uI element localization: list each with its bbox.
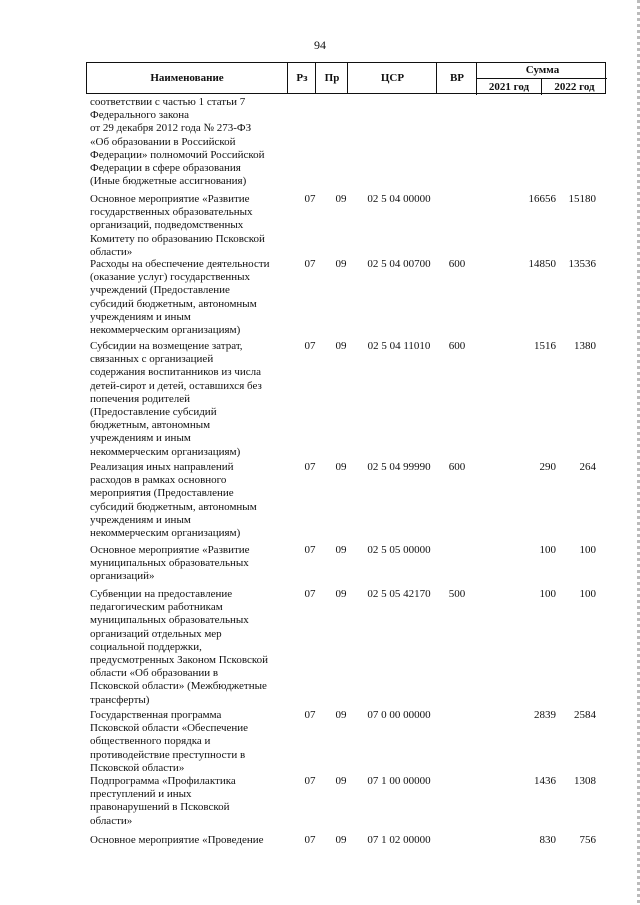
row-sum-2022: 13536 [568, 258, 596, 270]
row-sum-2021: 16656 [528, 193, 556, 205]
row-pr: 09 [335, 834, 347, 846]
row-rz: 07 [304, 461, 316, 473]
header-vr: ВР [436, 63, 477, 93]
row-rz: 07 [304, 834, 316, 846]
row-name: Подпрограмма «Профилактика преступлений и иных правонарушений в Псковской области» [90, 775, 236, 827]
row-pr: 09 [335, 461, 347, 473]
row-csr: 02 5 04 99990 [367, 461, 431, 473]
header-rz: Рз [287, 63, 316, 93]
row-rz: 07 [304, 775, 316, 787]
row-sum-2022: 15180 [568, 193, 596, 205]
row-sum-2022: 264 [579, 461, 596, 473]
row-vr: 600 [448, 461, 466, 473]
row-name: Расходы на обеспечение деятельности (оказание услуг) государственных учреждений (Предоставление субсидий бюджетным, автономным учреждениям и иным некоммерческим организациям) [90, 258, 270, 337]
row-rz: 07 [304, 588, 316, 600]
row-csr: 02 5 04 00700 [367, 258, 431, 270]
row-sum-2022: 100 [579, 544, 596, 556]
table-header [86, 62, 606, 94]
row-name: Основное мероприятие «Проведение [90, 834, 264, 846]
header-csr: ЦСР [347, 63, 437, 93]
header-name: Наименование [150, 72, 224, 84]
row-name: Реализация иных направлений расходов в рамках основного мероприятия (Предоставление субсидий бюджетным, автономным учреждениям и иным некоммерческим организациям) [90, 461, 257, 540]
header-sum: Сумма [476, 63, 608, 94]
row-sum-2021: 2839 [534, 709, 556, 721]
row-sum-2022: 756 [579, 834, 596, 846]
row-rz: 07 [304, 193, 316, 205]
row-sum-2021: 1516 [534, 340, 556, 352]
row-name: Субсидии на возмещение затрат, связанных с организацией содержания воспитанников из числа детей-сирот и детей, оставшихся без попечения родителей (Предоставление субсидий бюджетным, автономным учреждениям и иным некоммерческим организациям) [90, 340, 262, 458]
row-sum-2021: 14850 [528, 258, 556, 270]
row-sum-2022: 1308 [574, 775, 596, 787]
header-2022: 2022 год [541, 78, 607, 95]
row-sum-2021: 1436 [534, 775, 556, 787]
row-sum-2021: 830 [539, 834, 556, 846]
header-2021: 2021 год [476, 78, 541, 95]
row-csr: 07 0 00 00000 [367, 709, 431, 721]
row-rz: 07 [304, 258, 316, 270]
row-sum-2021: 100 [539, 544, 556, 556]
row-name: Государственная программа Псковской области «Обеспечение общественного порядка и противодействие преступности в Псковской области» [90, 709, 249, 774]
row-name: Основное мероприятие «Развитие государственных образовательных организаций, подведомственных Комитету по образованию Псковской области» [90, 193, 265, 258]
row-vr: 600 [448, 340, 466, 352]
row-pr: 09 [335, 340, 347, 352]
row-pr: 09 [335, 258, 347, 270]
row-name: Субвенции на предоставление педагогическим работникам муниципальных образовательных организаций отдельных мер социальной поддержки, предусмотренных Законом Псковской области «Об образовании в Псковской области» (Межбюджетные трансферты) [90, 588, 269, 706]
row-csr: 02 5 04 00000 [367, 193, 431, 205]
row-pr: 09 [335, 775, 347, 787]
page-number: 94 [314, 38, 326, 52]
row-csr: 02 5 04 11010 [367, 340, 431, 352]
row-sum-2022: 1380 [574, 340, 596, 352]
header-pr: Пр [315, 63, 348, 93]
row-sum-2021: 290 [539, 461, 556, 473]
row-name: Основное мероприятие «Развитие муниципальных образовательных организаций» [90, 544, 250, 583]
row-vr: 600 [448, 258, 466, 270]
row-csr: 02 5 05 42170 [367, 588, 431, 600]
row-sum-2022: 2584 [574, 709, 596, 721]
row-pr: 09 [335, 709, 347, 721]
row-sum-2021: 100 [539, 588, 556, 600]
row-name: соответствии с частью 1 статьи 7 Федерального закона от 29 декабря 2012 года № 273-ФЗ «Об образовании в Российской Федерации» полномочий Российской Федерации в сфере образования (Иные бюджетные ассигнования) [90, 96, 265, 188]
row-rz: 07 [304, 544, 316, 556]
row-rz: 07 [304, 340, 316, 352]
row-csr: 02 5 05 00000 [367, 544, 431, 556]
row-pr: 09 [335, 193, 347, 205]
row-csr: 07 1 02 00000 [367, 834, 431, 846]
row-csr: 07 1 00 00000 [367, 775, 431, 787]
row-vr: 500 [448, 588, 466, 600]
row-sum-2022: 100 [579, 588, 596, 600]
row-pr: 09 [335, 544, 347, 556]
row-rz: 07 [304, 709, 316, 721]
row-pr: 09 [335, 588, 347, 600]
